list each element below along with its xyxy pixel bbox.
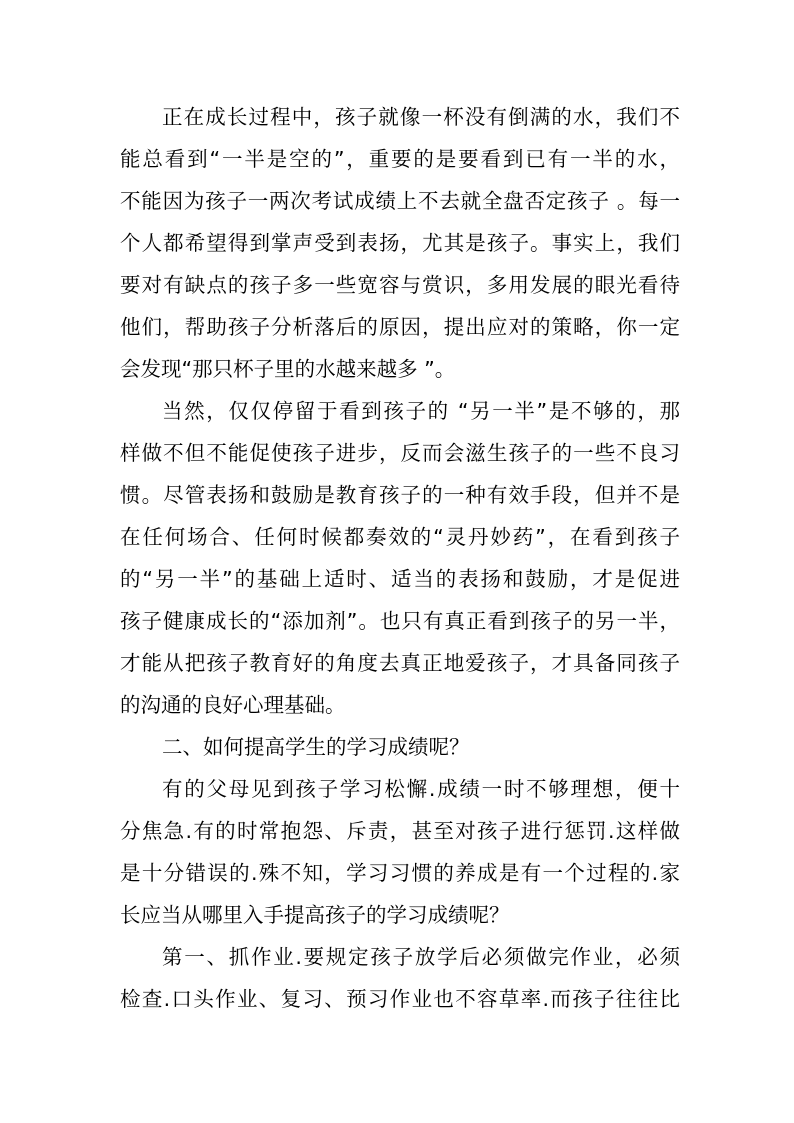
paragraph-line: 样做不但不能促使孩子进步，反而会滋生孩子的一些不良习 — [120, 441, 680, 465]
paragraph-line: 分焦急.有的时常抱怨、斥责，甚至对孩子进行惩罚.这样做 — [120, 819, 680, 843]
paragraph-line: 他们，帮助孩子分析落后的原因，提出应对的策略，你一定 — [120, 315, 680, 339]
paragraph-line: 有的父母见到孩子学习松懈.成绩一时不够理想，便十 — [162, 777, 680, 801]
paragraph-line: 的“另一半”的基础上适时、适当的表扬和鼓励，才是促进 — [120, 567, 680, 591]
paragraph-line: 会发现“那只杯子里的水越来越多 ”。 — [120, 357, 456, 381]
paragraph-line: 要对有缺点的孩子多一些宽容与赏识，多用发展的眼光看待 — [120, 273, 680, 297]
paragraph-line: 孩子健康成长的“添加剂”。也只有真正看到孩子的另一半， — [120, 609, 680, 633]
paragraph-line: 是十分错误的.殊不知，学习习惯的养成是有一个过程的.家 — [120, 861, 680, 885]
paragraph-line: 能总看到“一半是空的”，重要的是要看到已有一半的水， — [120, 147, 680, 171]
paragraph-line: 个人都希望得到掌声受到表扬，尤其是孩子。事实上，我们 — [120, 231, 680, 255]
paragraph-line: 正在成长过程中，孩子就像一杯没有倒满的水，我们不 — [162, 105, 680, 129]
paragraph-line: 的沟通的良好心理基础。 — [120, 693, 346, 717]
paragraph-line: 长应当从哪里入手提高孩子的学习成绩呢？ — [120, 903, 510, 927]
paragraph-line: 不能因为孩子一两次考试成绩上不去就全盘否定孩子 。每一 — [120, 189, 680, 213]
paragraph-line: 检查.口头作业、复习、预习作业也不容草率.而孩子往往比 — [120, 987, 680, 1011]
paragraph-line: 当然，仅仅停留于看到孩子的 “另一半”是不够的，那 — [162, 399, 680, 423]
section-heading: 二、如何提高学生的学习成绩呢？ — [162, 735, 470, 759]
paragraph-line: 才能从把孩子教育好的角度去真正地爱孩子，才具备同孩子 — [120, 651, 680, 675]
paragraph-line: 惯。尽管表扬和鼓励是教育孩子的一种有效手段，但并不是 — [120, 483, 680, 507]
paragraph-line: 第一、抓作业.要规定孩子放学后必须做完作业，必须 — [162, 945, 680, 969]
paragraph-line: 在任何场合、任何时候都奏效的“灵丹妙药”，在看到孩子 — [120, 525, 680, 549]
